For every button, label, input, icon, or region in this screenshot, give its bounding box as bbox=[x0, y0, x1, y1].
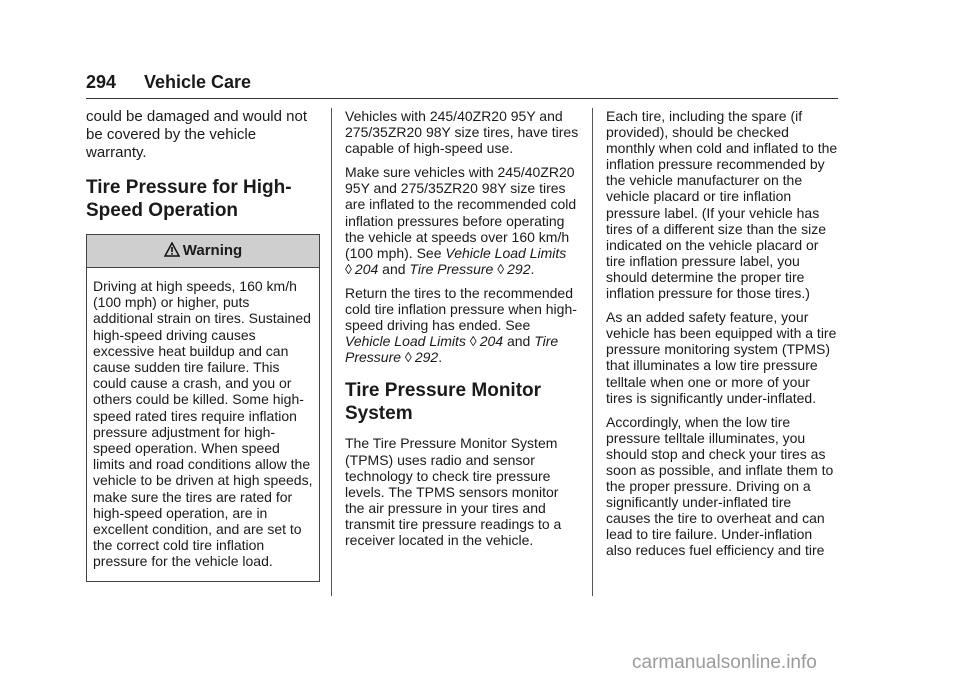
page-ref-number[interactable]: 292 bbox=[414, 349, 439, 366]
page-reference-arrow-icon: ◊ bbox=[469, 333, 477, 350]
page-header bbox=[86, 70, 838, 100]
heading-tpms: Tire Pressure Monitor System bbox=[345, 380, 542, 425]
warning-header bbox=[87, 235, 319, 268]
page-reference-arrow-icon: ◊ bbox=[497, 260, 505, 277]
column-1 bbox=[86, 108, 320, 582]
paragraph: As an added safety feature, your vehicle has been equipped with a tire pressure monitoring system (TPMS) that illuminates a low tire pressure telltale when one or more of your tires is significantly under-inflated. bbox=[606, 309, 837, 406]
page-number: 294 bbox=[86, 72, 117, 92]
link-vehicle-load-limits[interactable]: Vehicle Load Limits bbox=[445, 244, 567, 261]
continued-paragraph: could be damaged and would not be covered by the vehicle warranty. bbox=[86, 108, 308, 161]
paragraph-see-refs: Return the tires to the recommended cold tire inflation pressure when high-speed driving has ended. See Vehicle Load Limits ◊ 204 and Tire Pressure ◊ 292. bbox=[345, 284, 577, 366]
paragraph: Each tire, including the spare (if provided), should be checked monthly when cold and inflated to the inflation pressure recommended by the vehicle manufacturer on the vehicle placard or tire inflation pressure label. (If your vehicle has tires of a different size than the size indicated on the vehicle placard or tire inflation pressure label, you should determine the proper tire inflation pressure for those tires.) bbox=[606, 108, 838, 302]
warning-title: Warning bbox=[182, 242, 243, 259]
column-divider bbox=[331, 108, 332, 596]
column-divider bbox=[592, 108, 593, 596]
page-ref-number[interactable]: 204 bbox=[479, 333, 504, 350]
column-3 bbox=[606, 108, 838, 567]
section-title: Vehicle Care bbox=[144, 72, 252, 92]
and-text: and bbox=[382, 260, 406, 277]
and-text: and bbox=[506, 333, 531, 350]
paragraph: Vehicles with 245/40ZR20 95Y and 275/35ZR20 98Y size tires, have tires capable of high-speed use. bbox=[345, 108, 579, 157]
page-ref-number[interactable]: 204 bbox=[354, 260, 379, 277]
warning-box bbox=[86, 234, 320, 582]
heading-high-speed: Tire Pressure for High-Speed Operation bbox=[86, 177, 292, 221]
watermark: carmanualsonline.info bbox=[632, 652, 817, 673]
page-reference-arrow-icon: ◊ bbox=[404, 349, 412, 366]
paragraph: Accordingly, when the low tire pressure telltale illuminates, you should stop and check your tires as soon as possible, and inflate them to the proper pressure. Driving on a significantly under-inflated tire causes the tire to overheat and can lead to tire failure. Under-inflation also reduces fuel efficiency and tire bbox=[606, 413, 834, 559]
paragraph-text: Make sure vehicles with 245/40ZR20 95Y and 275/35ZR20 98Y size tires are inflated to the recommended cold inflation pressures before operating the vehicle at speeds over 160 km/h (100 mph). See bbox=[345, 164, 577, 261]
paragraph-see-refs: Make sure vehicles with 245/40ZR20 95Y and 275/35ZR20 98Y size tires are inflated to the recommended cold inflation pressures before operating the vehicle at speeds over 160 km/h (100 mph). See Vehicle Load Limits ◊ 204 and Tire Pressure ◊ 292. bbox=[345, 164, 577, 277]
header-rule bbox=[86, 98, 838, 99]
link-vehicle-load-limits[interactable]: Vehicle Load Limits bbox=[345, 333, 466, 350]
paragraph-text: Return the tires to the recommended cold tire inflation pressure when high-speed driving has ended. See bbox=[345, 284, 577, 334]
warning-text: Driving at high speeds, 160 km/h (100 mph) or higher, puts additional strain on tires. Sustained high-speed driving causes excessive heat buildup and can cause sudden tire failure. This could cause a crash, and you or others could be killed. Some high-speed rated tires require inflation pressure adjustment for high-speed operation. When speed limits and road conditions allow the vehicle to be driven at high speeds, make sure the tires are rated for high-speed operation, are in excellent condition, and are set to the correct cold tire inflation pressure for the vehicle load. bbox=[93, 278, 313, 570]
paragraph: The Tire Pressure Monitor System (TPMS) uses radio and sensor technology to check tire pressure levels. The TPMS sensors monitor the air pressure in your tires and transmit tire pressure readings to a receiver located in the vehicle. bbox=[345, 435, 562, 548]
link-tire-pressure[interactable]: Tire Pressure bbox=[345, 333, 559, 366]
page-ref-number[interactable]: 292 bbox=[507, 260, 531, 277]
warning-triangle-icon bbox=[164, 235, 180, 270]
link-tire-pressure[interactable]: Tire Pressure bbox=[409, 260, 494, 277]
page-reference-arrow-icon: ◊ bbox=[345, 260, 352, 277]
column-2 bbox=[345, 108, 579, 556]
